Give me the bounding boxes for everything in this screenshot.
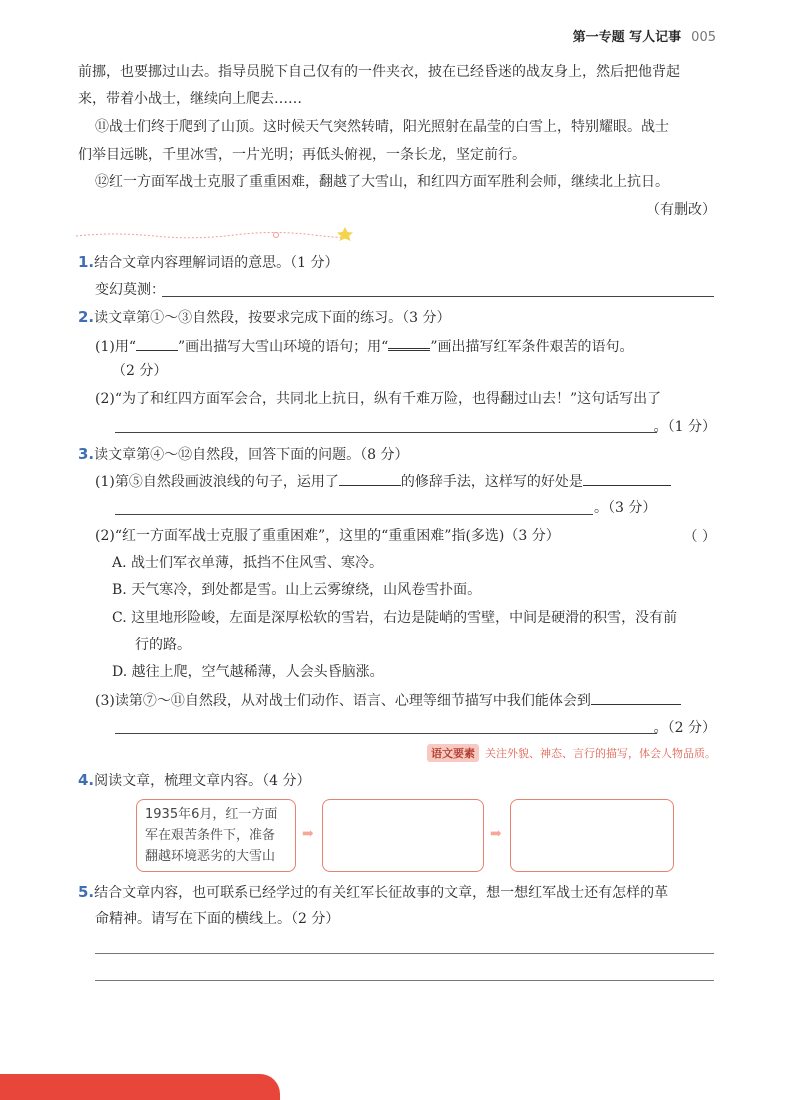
answer-line[interactable]: [115, 733, 657, 734]
q3-sub3-text: (3)读第⑦～⑪自然段，从对战士们动作、语言、心理等细节描写中我们能体会到: [95, 693, 591, 709]
answer-line[interactable]: [95, 953, 714, 954]
question-2: [78, 307, 451, 328]
flow-box-text: 翻越环境恶劣的大雪山: [145, 849, 276, 864]
answer-line[interactable]: [115, 514, 593, 515]
flow-box-text: 1935年6月，红一方面: [145, 807, 278, 822]
question-5: [78, 882, 668, 903]
question-text: 结合文章内容，也可联系已经学过的有关红军长征故事的文章，想一想红军战士还有怎样的革: [94, 885, 669, 901]
q3-sub1-text: 的修辞手法，这样写的好处是: [400, 474, 583, 490]
flow-box-2[interactable]: [322, 799, 484, 872]
answer-blank[interactable]: [339, 471, 401, 486]
q1-term: 变幻莫测：: [95, 282, 165, 298]
answer-blank[interactable]: [591, 690, 681, 705]
arrow-right-icon: ➡: [490, 826, 502, 842]
q3-sub1-text: (1)第⑤自然段画波浪线的句子，运用了: [95, 474, 339, 490]
q3-sub2: (2)“红一方面军战士克服了重重困难”，这里的“重重困难”指(多选)（3 分）: [95, 528, 560, 544]
question-text: 结合文章内容理解词语的意思。（1 分）: [94, 255, 339, 271]
arrow-right-icon: ➡: [302, 826, 314, 842]
source-note: （有删改）: [646, 202, 716, 218]
tip-note: [427, 744, 716, 762]
q3-sub1-score: 。（3 分）: [594, 500, 657, 516]
answer-line[interactable]: [115, 432, 657, 433]
option-b: B. 天气寒冷，到处都是雪。山上云雾缭绕，山风卷雪扑面。: [112, 582, 482, 598]
passage-line: ⑫红一方面军战士克服了重重困难，翻越了大雪山，和红四方面军胜利会师，继续北上抗日。: [95, 174, 669, 190]
bottom-decor-bar: [0, 1074, 280, 1100]
q2-sub1-text: ”画出描写大雪山环境的语句；用“: [178, 339, 389, 355]
q2-sub1-text: ”画出描写红军条件艰苦的语句。: [430, 339, 634, 355]
answer-bracket[interactable]: （ ）: [683, 529, 716, 545]
question-text: 阅读文章，梳理文章内容。（4 分）: [94, 773, 311, 789]
passage-line: ⑪战士们终于爬到了山顶。这时候天气突然转晴，阳光照射在晶莹的白雪上，特别耀眼。战士: [95, 119, 669, 135]
flow-box-1: [136, 799, 296, 872]
question-4: [78, 770, 311, 791]
question-5-cont: 命精神。请写在下面的横线上。（2 分）: [95, 911, 340, 927]
question-text: 读文章第④～⑫自然段，回答下面的问题。（8 分）: [94, 447, 409, 463]
q2-sub1-text: (1)用“: [95, 339, 136, 355]
section-title: 第一专题 写人记事: [572, 30, 682, 45]
passage-line: 前挪，也要挪过山去。指导员脱下自己仅有的一件夹衣，披在已经昏迷的战友身上，然后把他背起: [78, 64, 680, 80]
answer-line[interactable]: [162, 296, 714, 297]
q2-sub2: (2)“为了和红四方面军会合，共同北上抗日，纵有千难万险，也得翻过山去！”这句话写出了: [95, 391, 662, 407]
option-c: C. 这里地形险峻，左面是深厚松软的雪岩，右边是陡峭的雪壁，中间是硬滑的积雪，没有前: [112, 610, 678, 626]
page-header: [573, 26, 716, 45]
passage-line: 来，带着小战士，继续向上爬去……: [78, 91, 302, 107]
question-3: [78, 444, 409, 465]
question-number: 2.: [78, 308, 95, 326]
option-a: A. 战士们军衣单薄，抵挡不住风雪、寒冷。: [112, 555, 384, 571]
question-number: 1.: [78, 253, 95, 271]
star-icon: [337, 227, 353, 241]
question-text: 读文章第①～③自然段，按要求完成下面的练习。（3 分）: [94, 310, 451, 326]
q2-sub1-score: （2 分）: [112, 363, 168, 379]
question-number: 5.: [78, 883, 95, 901]
wavy-divider: [74, 226, 359, 242]
flow-box-text: 军在艰苦条件下，准备: [145, 828, 276, 843]
q2-sub2-score: 。（1 分）: [653, 419, 716, 435]
tip-text: 关注外貌、神态、言行的描写，体会人物品质。: [485, 747, 716, 760]
passage-line: 们举目远眺，千里冰雪，一片光明；再低头俯视，一条长龙，坚定前行。: [78, 147, 526, 163]
tip-badge: 语文要素: [427, 744, 479, 762]
q3-sub3-score: 。（2 分）: [653, 720, 716, 736]
answer-line[interactable]: [95, 980, 714, 981]
q2-sub1: [95, 334, 634, 357]
divider-dot-icon: [274, 233, 279, 238]
q3-sub3: [95, 690, 681, 711]
option-c-cont: 行的路。: [135, 637, 191, 653]
double-line-sample: [388, 334, 430, 351]
question-number: 3.: [78, 445, 95, 463]
question-number: 4.: [78, 771, 95, 789]
page-number: 005: [691, 30, 716, 45]
q3-sub1: [95, 471, 671, 492]
flow-box-3[interactable]: [510, 799, 674, 872]
question-1: [78, 252, 339, 273]
answer-blank[interactable]: [583, 471, 671, 486]
straight-line-sample: [136, 336, 178, 351]
option-d: D. 越往上爬，空气越稀薄，人会头昏脑涨。: [112, 664, 384, 680]
